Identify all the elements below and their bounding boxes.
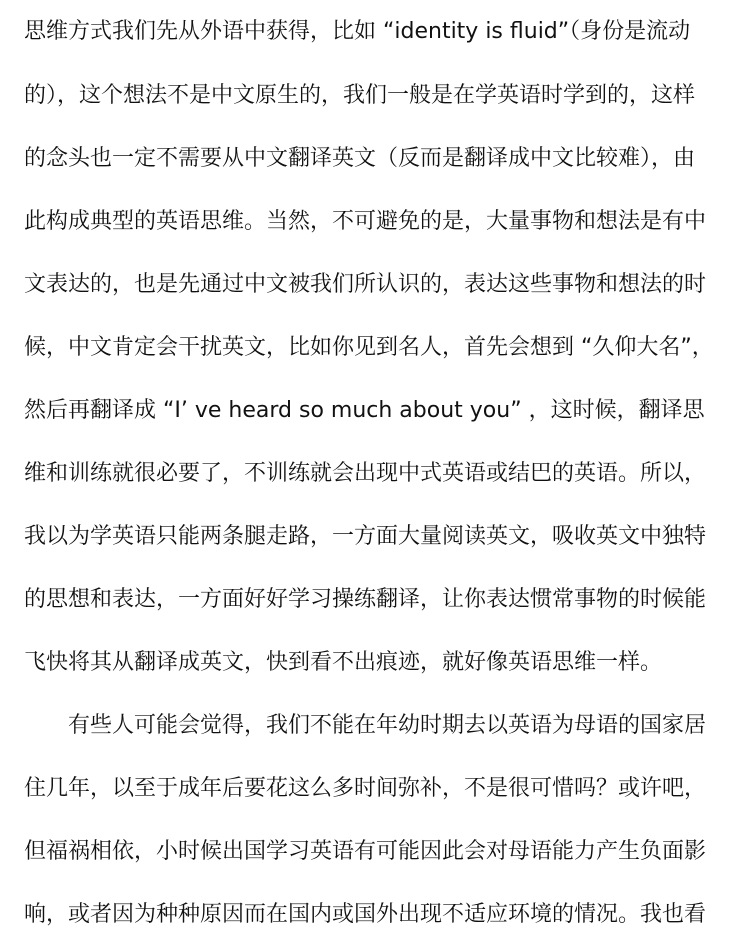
text-line: 但福祸相依，小时候出国学习英语有可能因此会对母语能力产生负面影 <box>24 839 707 864</box>
text-line: 候，中文肯定会干扰英文，比如你见到名人，首先会想到 “久仰大名”， <box>24 335 714 360</box>
text-line: 文表达的，也是先通过中文被我们所认识的，表达这些事物和想法的时 <box>24 272 707 297</box>
text-line: 响，或者因为种种原因而在国内或国外出现不适应环境的情况。我也看 <box>24 902 707 927</box>
text-line: 飞快将其从翻译成英文，快到看不出痕迹，就好像英语思维一样。 <box>24 650 663 675</box>
text-line: 思维方式我们先从外语中获得，比如 “identity is fluid”（身份是流动 <box>24 19 691 44</box>
text-line: 住几年，以至于成年后要花这么多时间弥补，不是很可惜吗？或许吧， <box>24 776 707 801</box>
text-line: 然后再翻译成 “I’ ve heard so much about you” ，这时候，翻译思 <box>24 398 705 423</box>
text-line: 的），这个想法不是中文原生的，我们一般是在学英语时学到的，这样 <box>24 83 696 108</box>
text-line: 的思想和表达，一方面好好学习操练翻译，让你表达惯常事物的时候能 <box>24 587 707 612</box>
text-line: 维和训练就很必要了，不训练就会出现中式英语或结巴的英语。所以， <box>24 461 707 486</box>
text-line: 此构成典型的英语思维。当然，不可避免的是，大量事物和想法是有中 <box>24 209 707 234</box>
text-line: 的念头也一定不需要从中文翻译英文（反而是翻译成中文比较难），由 <box>24 146 696 171</box>
text-line: 我以为学英语只能两条腿走路，一方面大量阅读英文，吸收英文中独特 <box>24 524 707 549</box>
text-line: 有些人可能会觉得，我们不能在年幼时期去以英语为母语的国家居 <box>68 713 707 738</box>
